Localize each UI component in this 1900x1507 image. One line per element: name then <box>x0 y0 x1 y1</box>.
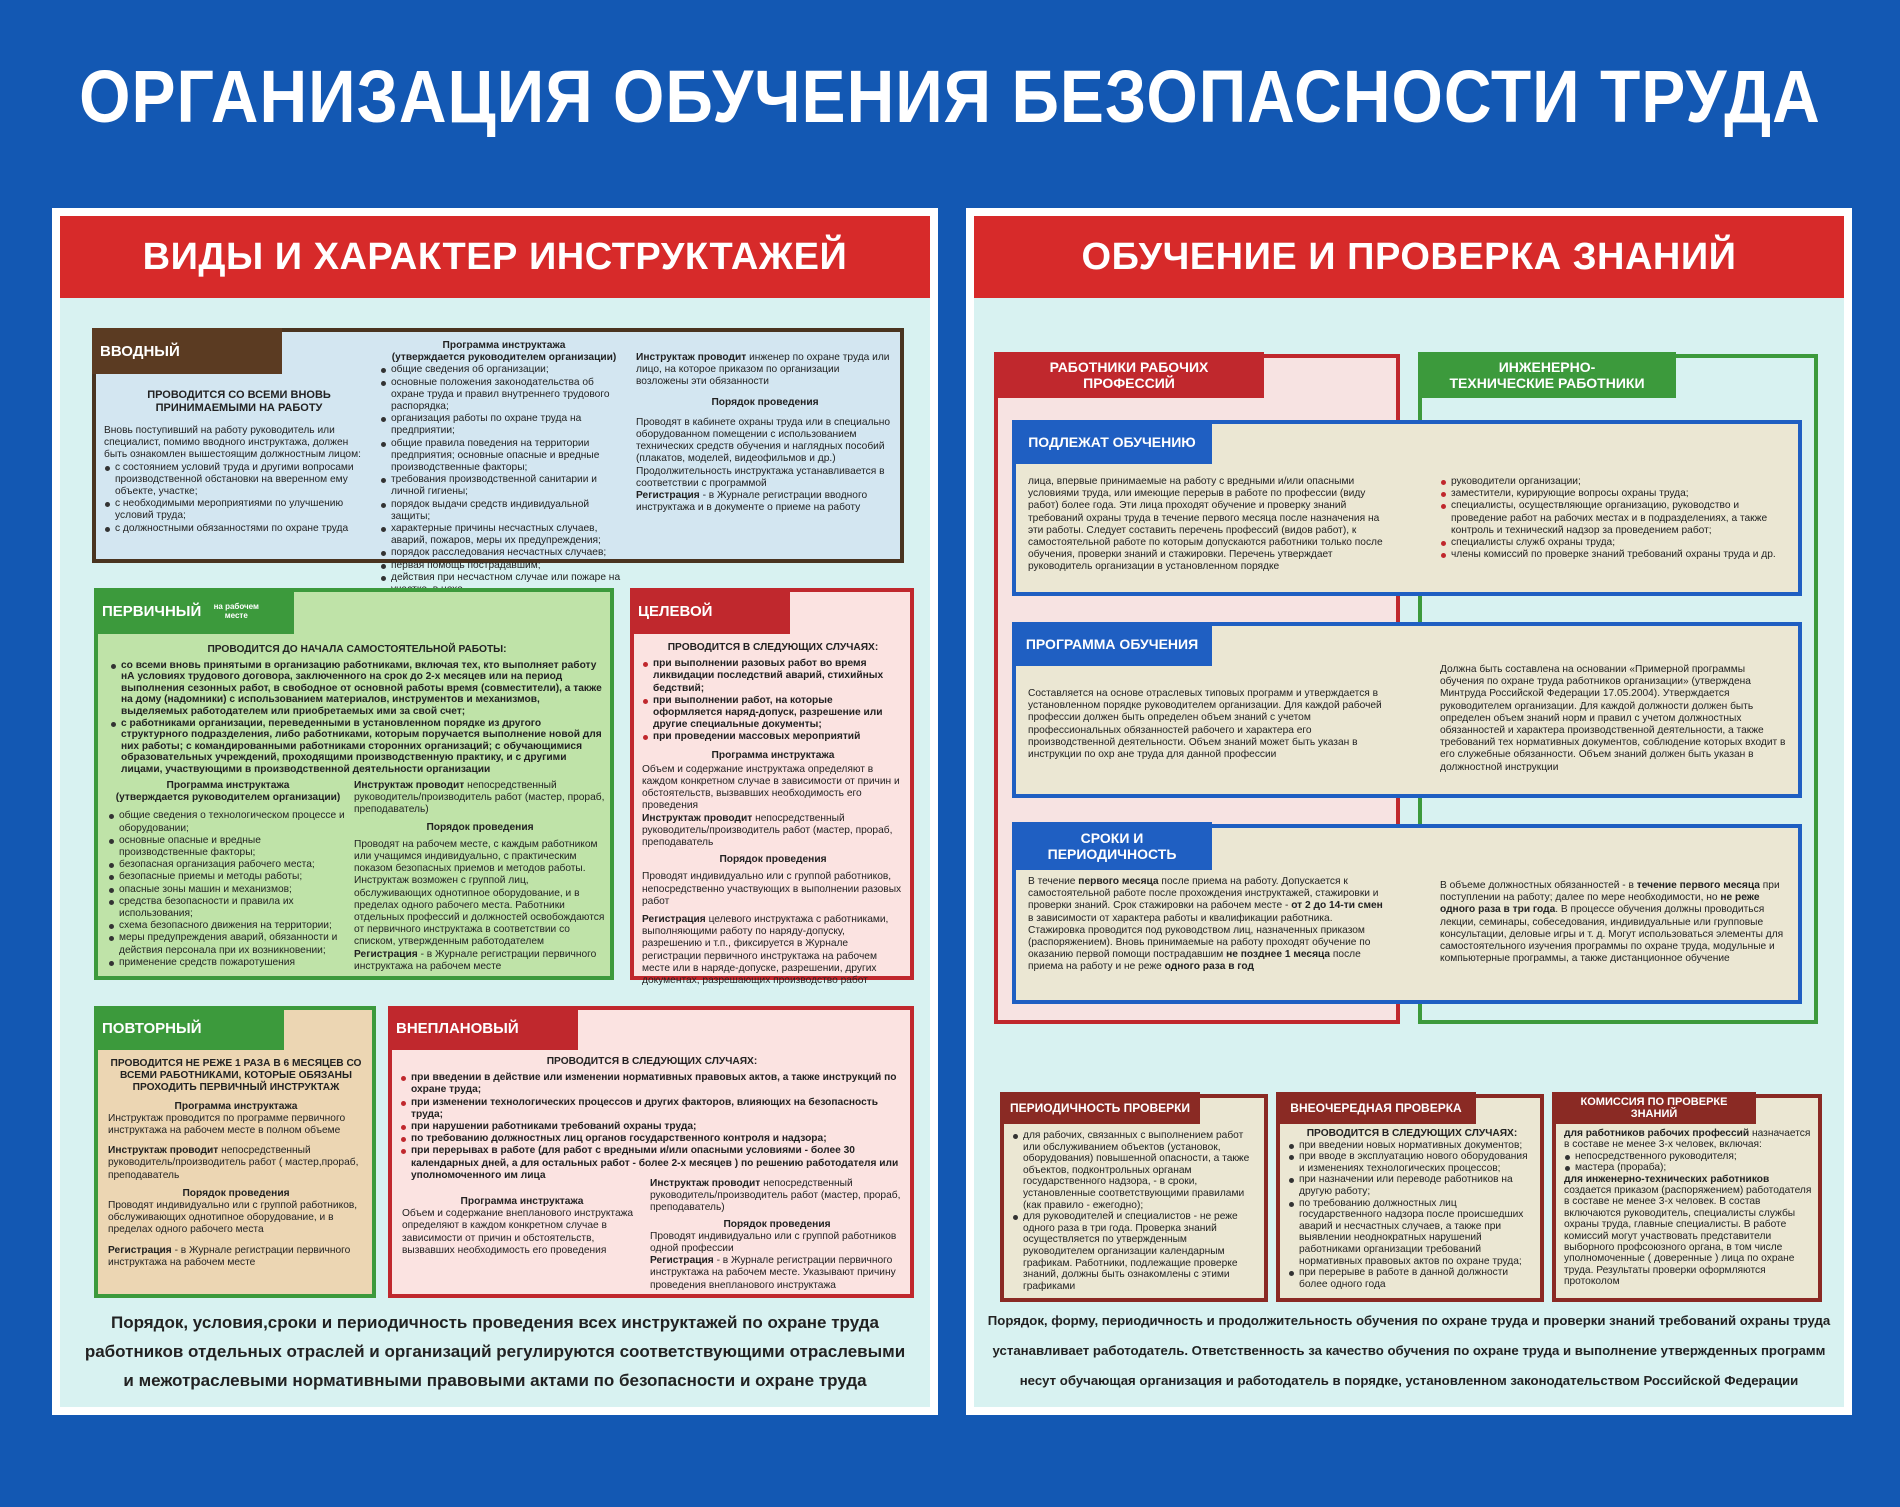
left-footer: Порядок, условия,сроки и периодичность проведения всех инструктажей по охране труда работников отдельных отраслей и организаций регулируются соответствующими отраслевыми и межотраслевыми нормативными правовыми актами по безопасности и охране труда <box>84 1313 906 1390</box>
povtorny-text: ПРОВОДИТСЯ НЕ РЕЖЕ 1 РАЗА В 6 МЕСЯЦЕВ СО ВСЕМИ РАБОТНИКАМИ, КОТОРЫЕ ОБЯЗАНЫ ПРОХОДИТЬ ПЕРВИЧНЫЙ ИНСТРУКТАЖ Программа инструктажа Инструктаж проводится по программе первичного инструктажа на рабочем месте в полном объеме Инструктаж проводит непосредственный руководитель/производитель работ ( мастер,прораб, преподаватель Порядок проведения Проводят индивидуально или с группой работников, обслуживающих однотипное оборудование, и в пределах одного рабочего места Регистрация - в Журнале регистрации первичного инструктажа на рабочем месте <box>108 1058 362 1268</box>
podlezhat-right: руководители организации; заместители, курирующие вопросы охраны труда; специалисты, осуществляющие организацию, руководство и проведение работ на рабочих местах и в подразделениях, а также контроль и технический надзор за проведением работ; специалисты служб охраны труда; члены комиссий по проверке знаний требований охраны труда и др. <box>1440 476 1792 588</box>
periodic-text: для рабочих, связанных с выполнением работ или обслуживанием объектов (установок, оборудования) повышенной опасности, а также объектов, подконтрольных органам государственного надзора, - в сроки, установленные соответствующими правилами (как правило - ежегодно); для руководителей и специалистов - не реже одного раза в три года. Проверка знаний осуществляется по утвержденным руководителем организации календарным графикам. Работники, подлежащие проверке знаний, должны быть ознакомлены с этими графиками <box>1012 1130 1260 1294</box>
col2-tag: ИНЖЕНЕРНО-ТЕХНИЧЕСКИЕ РАБОТНИКИ <box>1418 352 1676 398</box>
vneoch-tag: ВНЕОЧЕРЕДНАЯ ПРОВЕРКА <box>1276 1092 1476 1124</box>
pervichny-main: ПРОВОДИТСЯ ДО НАЧАЛА САМОСТОЯТЕЛЬНОЙ РАБОТЫ: со всеми вновь принятыми в организацию работниками, включая тех, кто выполняет работу нА условиях трудового договора, заключенного на срок до 2-х месяцев или на период выполнения сезонных работ, в свободное от основной работы время (совместители), а также на дому (надомники) с использованием материалов, инструментов и механизмов, выделяемых работодателем или приобретаемых ими за свой счет; с работниками организации, переведенными в установленном порядке из другого структурного подразделения, либо работниками, которым поручается выполнение новой для них работы; с командированными работниками сторонних организаций; с обучающимися образовательных учреждений, проходящими производственную практику, и с другими лицами, участвующими в производственной деятельности организации <box>110 644 604 774</box>
right-banner: ОБУЧЕНИЕ И ПРОВЕРКА ЗНАНИЙ <box>974 216 1844 298</box>
podlezhat-left: лица, впервые принимаемые на работу с вредными и/или опасными условиями труда, или имеющие перерыв в работе по профессии (виду работ) более года. Эти лица проходят обучение и проверку знаний требований охраны труда в течение первого месяца после назначения на эти работы. Следует составить перечень профессий (видов работ), к самостоятельной работе по которым допускаются работники только после обучения, проверки знаний и стажировки. Перечень утверждает руководитель организации в установленном порядке <box>1028 476 1383 573</box>
right-panel <box>966 208 1852 1415</box>
col1-tag: РАБОТНИКИ РАБОЧИХ ПРОФЕССИЙ <box>994 352 1264 398</box>
right-footer: Порядок, форму, периодичность и продолжительность обучения по охране труда и проверки знаний требований охраны труда устанавливает работодатель. Ответственность за качество обучения по охране труда и выполнение утвержденных программ несут обучающая организация и работодатель в порядке, установленном законодательством Российской Федерации <box>987 1313 1831 1388</box>
vneoch-text: ПРОВОДИТСЯ В СЛЕДУЮЩИХ СЛУЧАЯХ: при введении новых нормативных документов; при вводе в эксплуатацию нового оборудования и изменениях технологических процессов; при назначении или переводе работников на другую работу; по требованию должностных лиц государственного надзора после происшедших аварий и несчастных случаев, а также при выявлении неоднократных нарушений работниками организации требований нормативных правовых актов по охране труда; при перерыве в работе в данной должности более одного года <box>1288 1128 1536 1294</box>
podlezhat-tag: ПОДЛЕЖАТ ОБУЧЕНИЮ <box>1012 420 1212 464</box>
left-panel <box>52 208 938 1415</box>
vvodny-tag: ВВОДНЫЙ <box>92 328 282 374</box>
sroki-left: В течение первого месяца после приема на работу. Допускается к самостоятельной работе после прохождения инструктажей, стажировки и проверки знаний. Срок стажировки на рабочем месте - от 2 до 14-ти смен в зависимости от характера работы и квалификации работника. Стажировка проводится под руководством лиц, назначенных приказом (распоряжением). Вновь принимаемые на работу проходят обучение по оказанию первой помощи пострадавшим не позднее 1 месяца после приема на работу и не реже одного раза в год <box>1028 876 1383 973</box>
vneplanovy-cases: ПРОВОДИТСЯ В СЛЕДУЮЩИХ СЛУЧАЯХ: при введении в действие или изменении нормативных правовых актов, а также инструкций по охране труда; при изменении технологических процессов и других факторов, влияющих на безопасность труда; при нарушении работниками требований охраны труда; по требованию должностных лиц органов государственного контроля и надзора; при перерывах в работе (для работ с вредными и/или опасными условиями - более 30 календарных дней, а для остальных работ - более 2-х месяцев ) по решению работодателя или уполномоченного им лица <box>400 1056 904 1176</box>
tselevoy-tag: ЦЕЛЕВОЙ <box>630 588 790 634</box>
pervichny-prog: Программа инструктажа (утверждается руководителем организации) общие сведения о технологическом процессе и оборудовании; основные опасные и вредные производственные факторы; безопасная организация рабочего места; безопасные приемы и методы работы; опасные зоны машин и механизмов; средства безопасности и правила их использования; схема безопасного движения на территории; меры предупреждения аварий, обязанности и действия персонала при их возникновении; применение средств пожаротушения <box>108 780 348 970</box>
vneplanovy-tag: ВНЕПЛАНОВЫЙ <box>388 1006 578 1050</box>
sroki-tag: СРОКИ И ПЕРИОДИЧНОСТЬ <box>1012 822 1212 870</box>
vvodny-col2: Программа инструктажа (утверждается руководителем организации) общие сведения об организации; основные положения законодательства об охране труда и правил внутреннего трудового распорядка; организация работы по охране труда на предприятии; общие правила поведения на территории предприятия; основные опасные и вредные производственные факторы; требования производственной санитарии и личной гигиены; порядок выдачи средств индивидуальной защиты; характерные причины несчастных случаев, аварий, пожаров, меры их предупреждения; порядок расследования несчастных случаев; первая помощь пострадавшим; действия при несчастном случае или пожаре на <box>380 340 628 555</box>
vvodny-col3: Инструктаж проводит инженер по охране труда или лицо, на которое приказом по организации возложены эти обязанности Порядок проведения Проводят в кабинете охраны труда или в специально оборудованном помещении с использованием технических средств обучения и наглядных пособий (плакатов, моделей, видеофильмов и др.) Продолжительность инструктажа устанавливается в соответствии с программой Регистрация - в Журнале регистрации вводного инструктажа и в документе о приеме на работу <box>636 352 891 514</box>
tselevoy-text: ПРОВОДИТСЯ В СЛЕДУЮЩИХ СЛУЧАЯХ: при выполнении разовых работ во время ликвидации последствий аварий, стихийных бедствий; при выполнении работ, на которые оформляется наряд-допуск, разрешение или другие специальные документы; при проведении массовых мероприятий Программа инструктажа Объем и содержание инструктажа определяют в каждом конкретном случае в зависимости от причин и обстоятельств, вызвавших необходимость его проведения Инструктаж проводит непосредственный руководитель/производитель работ (мастер, прораб, преподаватель Порядок проведения Проводят индивидуально или с группой работников, непосредственно участвующих в выполнении разовых работ Регистрация целевого инструктажа с работниками, выполняющими работу по наряду-допуску, разрешению и т.п., фиксируется в Журнале регистрации первичного инструктажа на рабочем месте или в наряде-допуске, разрешении, других документах, разрешающих производство работ <box>642 642 904 972</box>
komissia-text: для работников рабочих профессий назначается в составе не менее 3-х человек, включая: непосредственного руководителя; мастера (прораба); для инженерно-технических работников создается приказом (распоряжением) работодателя в составе не менее 3-х человек. В состав включаются руководитель, специалисты службы охраны труда, главные специалисты. В работе комиссий могут участвовать представители выборного профсоюзного органа, в том числе уполномоченные ( доверенные ) лица по охране труда. Результаты проверки оформляются протоколом <box>1564 1128 1814 1294</box>
programma-left: Составляется на основе отраслевых типовых программ и утверждается в установленном порядке руководителем организации. Для каждой рабочей профессии должен быть определен объем знаний с учетом профессиональных обязанностей рабочего и характера его производственной деятельности. Объем знаний может быть указан в инструкции по охр ане труда для данной профессии <box>1028 688 1382 761</box>
sroki-right: В объеме должностных обязанностей - в течение первого месяца при поступлении на работу; далее по мере необходимости, но не реже одного раза в три года. В процессе обучения должны проводиться лекции, семинары, собеседования, индивидуальные или групповые консультации, деловые игры и т. д. Могут использоваться элементы для самостоятельного изучения программы по охране труда, модульные и компьютерные программы, а также дистанционное обучение <box>1440 880 1784 965</box>
periodic-tag: ПЕРИОДИЧНОСТЬ ПРОВЕРКИ <box>1000 1092 1200 1124</box>
vneplanovy-prog: Программа инструктажа Объем и содержание внепланового инструктажа определяют в каждом конкретном случае в зависимости от причин и обстоятельств, вызвавших необходимость его проведения <box>402 1196 634 1256</box>
komissia-tag: КОМИССИЯ ПО ПРОВЕРКЕ ЗНАНИЙ <box>1552 1092 1756 1124</box>
pervichny-tag: ПЕРВИЧНЫЙ на рабочем месте <box>94 588 294 634</box>
vneplanovy-info: Инструктаж проводит непосредственный руководитель/производитель работ (мастер, прораб, преподаватель) Порядок проведения Проводят индивидуально или с группой работников одной профессии Регистрация - в Журнале регистрации первичного инструктажа на рабочем месте. Указывают причину проведения внепланового инструктажа <box>650 1178 901 1291</box>
vvodny-col1: ПРОВОДИТСЯ СО ВСЕМИ ВНОВЬ ПРИНИМАЕМЫМИ НА РАБОТУ Вновь поступивший на работу руководитель или специалист, помимо вводного инструктажа, должен быть ознакомлен вышестоящим должностным лицом: с состоянием условий труда и другими вопросами производственной обстановки на вверенном ему объекте, участке; с необходимыми мероприятиями по улучшению условий труда; с должностными обязанностями по охране труда <box>104 383 374 553</box>
left-banner: ВИДЫ И ХАРАКТЕР ИНСТРУКТАЖЕЙ <box>60 216 930 298</box>
povtorny-tag: ПОВТОРНЫЙ <box>94 1006 284 1050</box>
programma-tag: ПРОГРАММА ОБУЧЕНИЯ <box>1012 622 1212 666</box>
programma-right: Должна быть составлена на основании «Примерной программы обучения по охране труда работников организации» (утверждена Минтруда Российской Федерации 17.05.2004). Утверждается руководителем организации. Для каждой должности должен быть определен объем знаний норм и правил с учетом должностных обязанностей и характера производственной деятельности, а также требований тех нормативных документов, соблюдение которых входит в его служебные обязанности. Объем знаний должен быть указан в должностной инструкции <box>1440 664 1786 773</box>
poster-title: ОРГАНИЗАЦИЯ ОБУЧЕНИЯ БЕЗОПАСНОСТИ ТРУДА <box>79 54 1821 138</box>
pervichny-info: Инструктаж проводит непосредственный руководитель/производитель работ (мастер, прораб, преподаватель) Порядок проведения Проводят на рабочем месте, с каждым работником или учащимся индивидуально, с практическим показом безопасных приемов и методов работы. Инструктаж возможен с группой лиц, обслуживающих однотипное оборудование, и в пределах одного рабочего места. Работники отдельных профессий и должностей освобождаются от первичного инструктажа в соответствии со списком, утвержденным работодателем Регистрация - в Журнале регистрации первичного инструктажа на рабочем месте <box>354 780 605 972</box>
